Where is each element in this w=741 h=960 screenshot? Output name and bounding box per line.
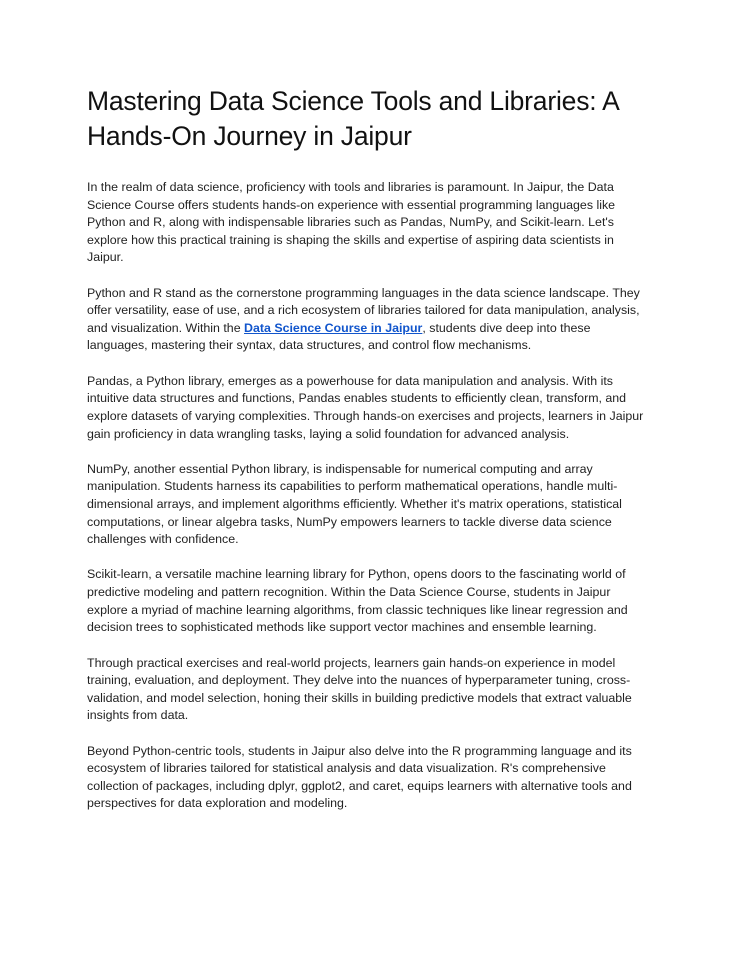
paragraph-python-r — [87, 285, 653, 355]
data-science-course-link[interactable]: Data Science Course in Jaipur — [244, 320, 423, 335]
paragraph-intro: In the realm of data science, proficiency with tools and libraries is paramount. In Jaipur, the Data Science Course offers students hands-on experience with essential programming languages like Python and R, along with indispensable libraries such as Pandas, NumPy, and Scikit-learn. Let's explore how this practical training is shaping the skills and expertise of aspiring data scientists in Jaipur. — [87, 180, 616, 265]
paragraph-pandas: Pandas, a Python library, emerges as a powerhouse for data manipulation and analysis. With its intuitive data structures and functions, Pandas enables students to efficiently clean, transform, and explore datasets of varying complexities. Through hands-on exercises and projects, learners in Jaipur gain proficiency in data wrangling tasks, laying a solid foundation for advanced analysis. — [87, 373, 644, 441]
document-page — [87, 84, 653, 831]
paragraph-numpy: NumPy, another essential Python library, is indispensable for numerical computing and array manipulation. Students harness its capabilities to perform mathematical operations, handle multi-dimensional arrays, and implement algorithms efficiently. Whether it's matrix operations, statistical computations, or linear algebra tasks, NumPy empowers learners to tackle diverse data science challenges with confidence. — [87, 461, 622, 547]
paragraph-text-before-link: Python and R stand as the cornerstone programming languages in the data science landscape. They offer versatility, ease of use, and a rich ecosystem of libraries tailored for data manipulation, analysis, and visualization. Within the — [87, 285, 640, 335]
paragraph-scikit-learn: Scikit-learn, a versatile machine learning library for Python, opens doors to the fascinating world of predictive modeling and pattern recognition. Within the Data Science Course, students in Jaipur explore a myriad of machine learning algorithms, from classic techniques like linear regression and decision trees to sophisticated methods like support vector machines and ensemble learning. — [87, 567, 628, 635]
document-title: Mastering Data Science Tools and Libraries: A Hands-On Journey in Jaipur — [87, 86, 619, 151]
paragraph-text-after-link: , students dive deep into these languages, mastering their syntax, data structures, and control flow mechanisms. — [87, 320, 591, 353]
paragraph-practical-exercises: Through practical exercises and real-world projects, learners gain hands-on experience in model training, evaluation, and deployment. They delve into the nuances of hyperparameter tuning, cross-validation, and model selection, honing their skills in building predictive models that extract valuable insights from data. — [87, 655, 632, 723]
paragraph-r-ecosystem: Beyond Python-centric tools, students in Jaipur also delve into the R programming language and its ecosystem of libraries tailored for statistical analysis and data visualization. R's comprehensive collection of packages, including dplyr, ggplot2, and caret, equips learners with alternative tools and perspectives for data exploration and modeling. — [87, 743, 632, 811]
